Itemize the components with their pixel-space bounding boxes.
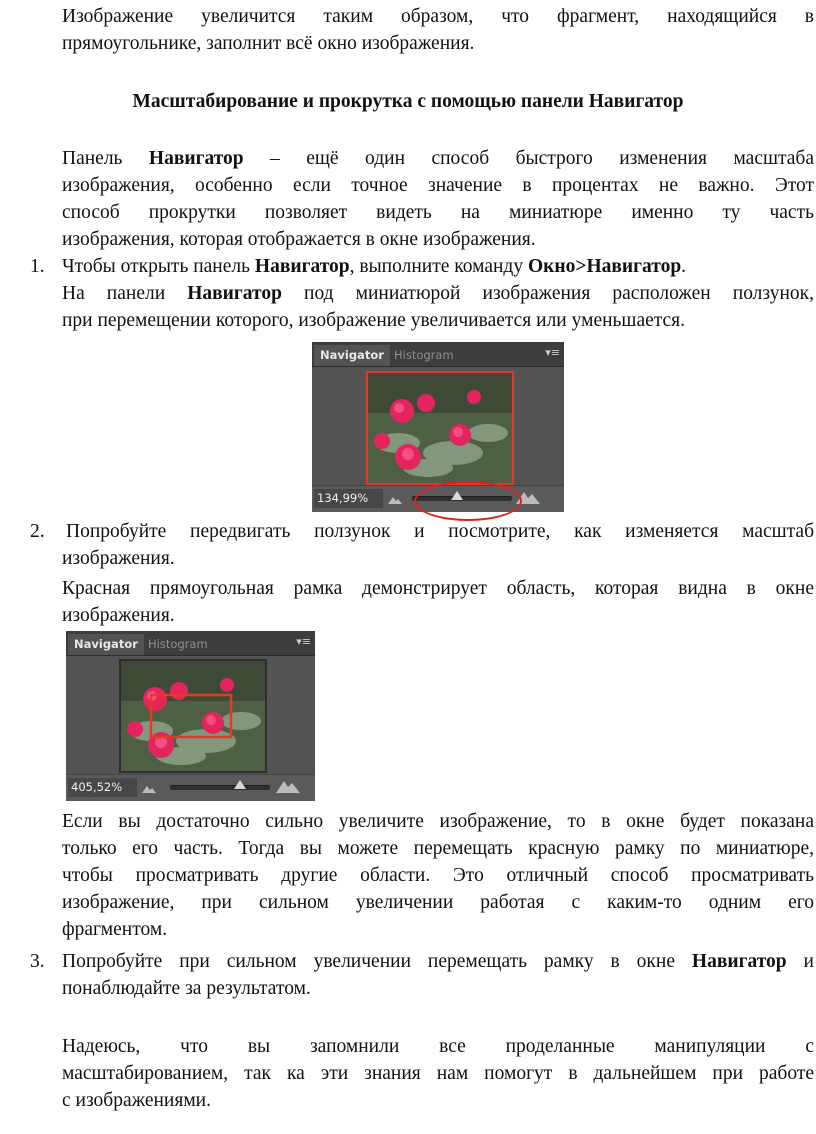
closing-line-3: с изображениями. [62, 1090, 211, 1111]
zoom-bar [66, 774, 315, 801]
zoom-out-icon[interactable] [142, 784, 156, 793]
para2-line-4: изображение, при сильном увеличении работая с каким-то одним его [62, 892, 814, 913]
item2-line-4: изображения. [62, 605, 175, 626]
intro-line-2: прямоугольнике, заполнит всё окно изображения. [62, 33, 475, 54]
section-heading: Масштабирование и прокрутка с помощью панели Навигатор [132, 91, 684, 112]
item3-line-2: понаблюдайте за результатом. [62, 978, 311, 999]
panel-tab-bar [66, 631, 315, 656]
para1-line-2: изображения, особенно если точное значение в процентах не важно. Этот [62, 175, 814, 196]
list-number-3: 3. [30, 951, 45, 972]
thumbnail-image [121, 661, 265, 771]
item1-line-1: Чтобы открыть панель Навигатор, выполните команду Окно>Навигатор. [62, 256, 687, 277]
zoom-percentage-field[interactable]: 405,52% [68, 778, 137, 797]
para2-line-2: только его часть. Тогда вы можете перемещать красную рамку по миниатюре, [62, 838, 814, 859]
para1-line-4: изображения, которая отображается в окне изображения. [62, 229, 536, 250]
zoom-in-icon[interactable] [276, 779, 300, 793]
zoom-slider-track[interactable] [170, 785, 270, 790]
tab-histogram[interactable]: Histogram [394, 348, 454, 362]
intro-line-1: Изображение увеличится таким образом, что фрагмент, находящийся в [62, 6, 814, 27]
para2-line-3: чтобы просматривать другие области. Это отличный способ просматривать [62, 865, 814, 886]
slider-highlight-ellipse [414, 481, 522, 521]
item2-line-3: Красная прямоугольная рамка демонстрирует область, которая видна в окне [62, 578, 814, 599]
list-number-2: 2. [30, 521, 45, 542]
para1-line-3: способ прокрутки позволяет видеть на миниатюре именно ту часть [62, 202, 814, 223]
item3-line-1: Попробуйте при сильном увеличении перемещать рамку в окне Навигатор и [62, 951, 814, 972]
view-area-rectangle[interactable] [366, 371, 514, 485]
navigator-panel-2 [66, 631, 315, 801]
thumbnail-image [368, 373, 512, 483]
item2-line-2: изображения. [62, 548, 175, 569]
tab-navigator[interactable]: Navigator [68, 634, 144, 655]
panel-menu-icon[interactable]: ▾≡ [545, 346, 560, 359]
item2-line-1: Попробуйте передвигать ползунок и посмотрите, как изменяется масштаб [66, 521, 814, 542]
tab-navigator[interactable]: Navigator [314, 345, 390, 366]
para2-line-5: фрагментом. [62, 919, 168, 940]
closing-line-2: масштабированием, так ка эти знания нам помогут в дальнейшем при работе [62, 1063, 814, 1084]
para1-line-1: Панель Навигатор – ещё один способ быстрого изменения масштаба [62, 148, 814, 169]
panel-tab-bar [312, 342, 564, 367]
item1-line-3: при перемещении которого, изображение увеличивается или уменьшается. [62, 310, 686, 331]
panel-menu-icon[interactable]: ▾≡ [296, 635, 311, 648]
thumbnail-frame [119, 659, 267, 773]
zoom-out-icon[interactable] [388, 495, 402, 504]
list-number-1: 1. [30, 256, 45, 277]
para2-line-1: Если вы достаточно сильно увеличите изображение, то в окне будет показана [62, 811, 814, 832]
tab-histogram[interactable]: Histogram [148, 637, 208, 651]
zoom-percentage-field[interactable]: 134,99% [314, 489, 383, 508]
item1-line-2: На панели Навигатор под миниатюрой изображения расположен ползунок, [62, 283, 814, 304]
closing-line-1: Надеюсь, что вы запомнили все проделанные манипуляции с [62, 1036, 814, 1057]
zoom-slider-handle[interactable] [234, 780, 246, 789]
